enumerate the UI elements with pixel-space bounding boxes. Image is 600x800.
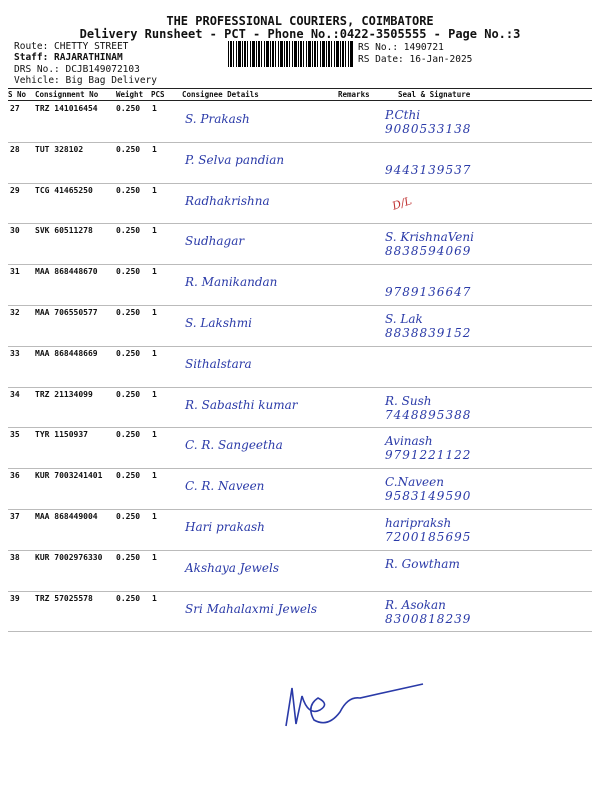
row-consignment-no: KUR 7002976330 <box>35 552 103 562</box>
row-weight: 0.250 <box>116 593 141 603</box>
table-row <box>0 347 600 387</box>
header-rule-top <box>8 88 592 89</box>
row-consignment-no: TRZ 141016454 <box>35 104 98 113</box>
table-row <box>0 306 600 346</box>
row-weight: 0.250 <box>116 389 141 399</box>
row-weight: 0.250 <box>116 471 141 481</box>
row-weight: 0.250 <box>116 144 141 154</box>
bottom-signature-icon <box>278 676 428 736</box>
row-sno: 37 <box>10 512 20 521</box>
row-weight: 0.250 <box>116 104 141 113</box>
recipient-phone: 8300818239 <box>385 611 472 626</box>
table-row <box>0 428 600 468</box>
recipient-phone: 8838594069 <box>385 244 472 259</box>
consignee-name: Radhakrishna <box>185 193 270 208</box>
row-pcs: 1 <box>152 512 157 521</box>
row-sno: 35 <box>10 430 20 440</box>
recipient-phone: 7200185695 <box>385 530 472 544</box>
consignee-name: C. R. Sangeetha <box>185 438 283 453</box>
runsheet-subtitle: Delivery Runsheet - PCT - Phone No.:0422-3505555 - Page No.:3 <box>79 27 521 41</box>
route-label: Route: CHETTY STREET <box>14 41 129 52</box>
col-consignment: Consignment No <box>35 90 99 99</box>
row-pcs: 1 <box>152 185 157 195</box>
row-sno: 38 <box>10 552 20 562</box>
row-weight: 0.250 <box>116 348 141 358</box>
row-weight: 0.250 <box>116 512 141 521</box>
recipient-signature: S. Lak <box>385 312 423 326</box>
table-row <box>0 184 600 224</box>
row-consignment-no: SVK 60511278 <box>35 226 93 236</box>
recipient-phone: 9791221122 <box>385 448 472 463</box>
recipient-signature: S. KrishnaVeni <box>385 230 474 245</box>
row-consignment-no: TRZ 21134099 <box>35 389 93 399</box>
table-row <box>0 388 600 428</box>
consignee-name: Hari prakash <box>185 520 265 534</box>
row-weight: 0.250 <box>116 430 141 440</box>
table-row <box>0 143 600 183</box>
row-weight: 0.250 <box>116 185 141 195</box>
row-consignment-no: TUT 328102 <box>35 144 84 154</box>
staff-label: Staff: RAJARATHINAM <box>14 52 123 63</box>
consignee-name: R. Manikandan <box>185 275 278 290</box>
row-weight: 0.250 <box>116 552 141 562</box>
row-pcs: 1 <box>152 348 157 358</box>
row-consignment-no: MAA 868449004 <box>35 512 98 521</box>
row-weight: 0.250 <box>116 267 141 277</box>
recipient-signature: Avinash <box>385 434 433 449</box>
stamp-mark: D/L <box>390 194 414 213</box>
recipient-signature: P.Cthi <box>385 108 421 122</box>
row-consignment-no: MAA 706550577 <box>35 308 98 317</box>
row-consignment-no: TCG 41465250 <box>35 185 93 195</box>
row-pcs: 1 <box>152 471 157 481</box>
col-seal: Seal & Signature <box>398 90 471 99</box>
recipient-phone: 9789136647 <box>385 285 472 300</box>
row-pcs: 1 <box>152 389 157 399</box>
rs-date: RS Date: 16-Jan-2025 <box>358 54 473 65</box>
table-row <box>0 469 600 509</box>
consignee-name: S. Lakshmi <box>185 316 252 330</box>
row-sno: 39 <box>10 593 20 603</box>
row-sno: 34 <box>10 389 20 399</box>
consignee-name: Sithalstara <box>185 356 252 371</box>
row-sno: 33 <box>10 348 20 358</box>
col-sno: S No <box>8 90 27 99</box>
row-pcs: 1 <box>152 308 157 317</box>
col-consignee: Consignee Details <box>182 90 259 99</box>
row-consignment-no: MAA 868448670 <box>35 267 98 277</box>
row-pcs: 1 <box>152 226 157 236</box>
header-rule-bottom <box>8 100 592 101</box>
row-pcs: 1 <box>152 104 157 113</box>
recipient-signature: haripraksh <box>385 516 452 530</box>
row-consignment-no: KUR 7003241401 <box>35 471 103 481</box>
consignee-name: C. R. Naveen <box>185 479 265 494</box>
recipient-signature: R. Sush <box>385 393 432 408</box>
consignee-name: R. Sabasthi kumar <box>185 397 298 412</box>
row-consignment-no: MAA 868448669 <box>35 348 98 358</box>
table-row <box>0 551 600 591</box>
consignee-name: S. Prakash <box>185 112 250 126</box>
drs-label: DRS No.: DCJB149072103 <box>14 64 140 75</box>
recipient-phone: 9583149590 <box>385 489 472 504</box>
row-pcs: 1 <box>152 593 157 603</box>
row-pcs: 1 <box>152 267 157 277</box>
col-pcs: PCS <box>151 90 165 99</box>
col-weight: Weight <box>116 90 144 99</box>
row-pcs: 1 <box>152 552 157 562</box>
row-sno: 36 <box>10 471 20 481</box>
consignee-name: P. Selva pandian <box>185 152 285 167</box>
table-row <box>0 265 600 305</box>
recipient-phone: 9080533138 <box>385 122 472 136</box>
recipient-phone: 9443139537 <box>385 162 472 177</box>
consignee-name: Akshaya Jewels <box>185 560 280 575</box>
row-sno: 31 <box>10 267 20 277</box>
row-consignment-no: TRZ 57025578 <box>35 593 93 603</box>
vehicle-label: Vehicle: Big Bag Delivery <box>14 75 157 86</box>
row-sno: 29 <box>10 185 20 195</box>
consignee-name: Sudhagar <box>185 234 245 249</box>
recipient-signature: C.Naveen <box>385 475 444 490</box>
table-row <box>0 224 600 264</box>
row-sno: 30 <box>10 226 20 236</box>
col-remarks: Remarks <box>338 90 370 99</box>
company-title: THE PROFESSIONAL COURIERS, COIMBATORE <box>166 14 434 28</box>
table-row <box>0 102 600 142</box>
row-weight: 0.250 <box>116 308 141 317</box>
table-row <box>0 592 600 632</box>
row-pcs: 1 <box>152 430 157 440</box>
table-row <box>0 510 600 550</box>
row-sno: 32 <box>10 308 20 317</box>
row-divider <box>8 631 592 632</box>
row-sno: 27 <box>10 104 20 113</box>
row-consignment-no: TYR 1150937 <box>35 430 88 440</box>
row-pcs: 1 <box>152 144 157 154</box>
recipient-phone: 8838839152 <box>385 326 472 340</box>
recipient-signature: R. Asokan <box>385 597 446 612</box>
row-weight: 0.250 <box>116 226 141 236</box>
recipient-signature: R. Gowtham <box>385 556 460 571</box>
rs-number: RS No.: 1490721 <box>358 42 444 53</box>
barcode <box>228 41 354 67</box>
recipient-phone: 7448895388 <box>385 407 472 422</box>
row-sno: 28 <box>10 144 20 154</box>
consignee-name: Sri Mahalaxmi Jewels <box>185 601 318 616</box>
